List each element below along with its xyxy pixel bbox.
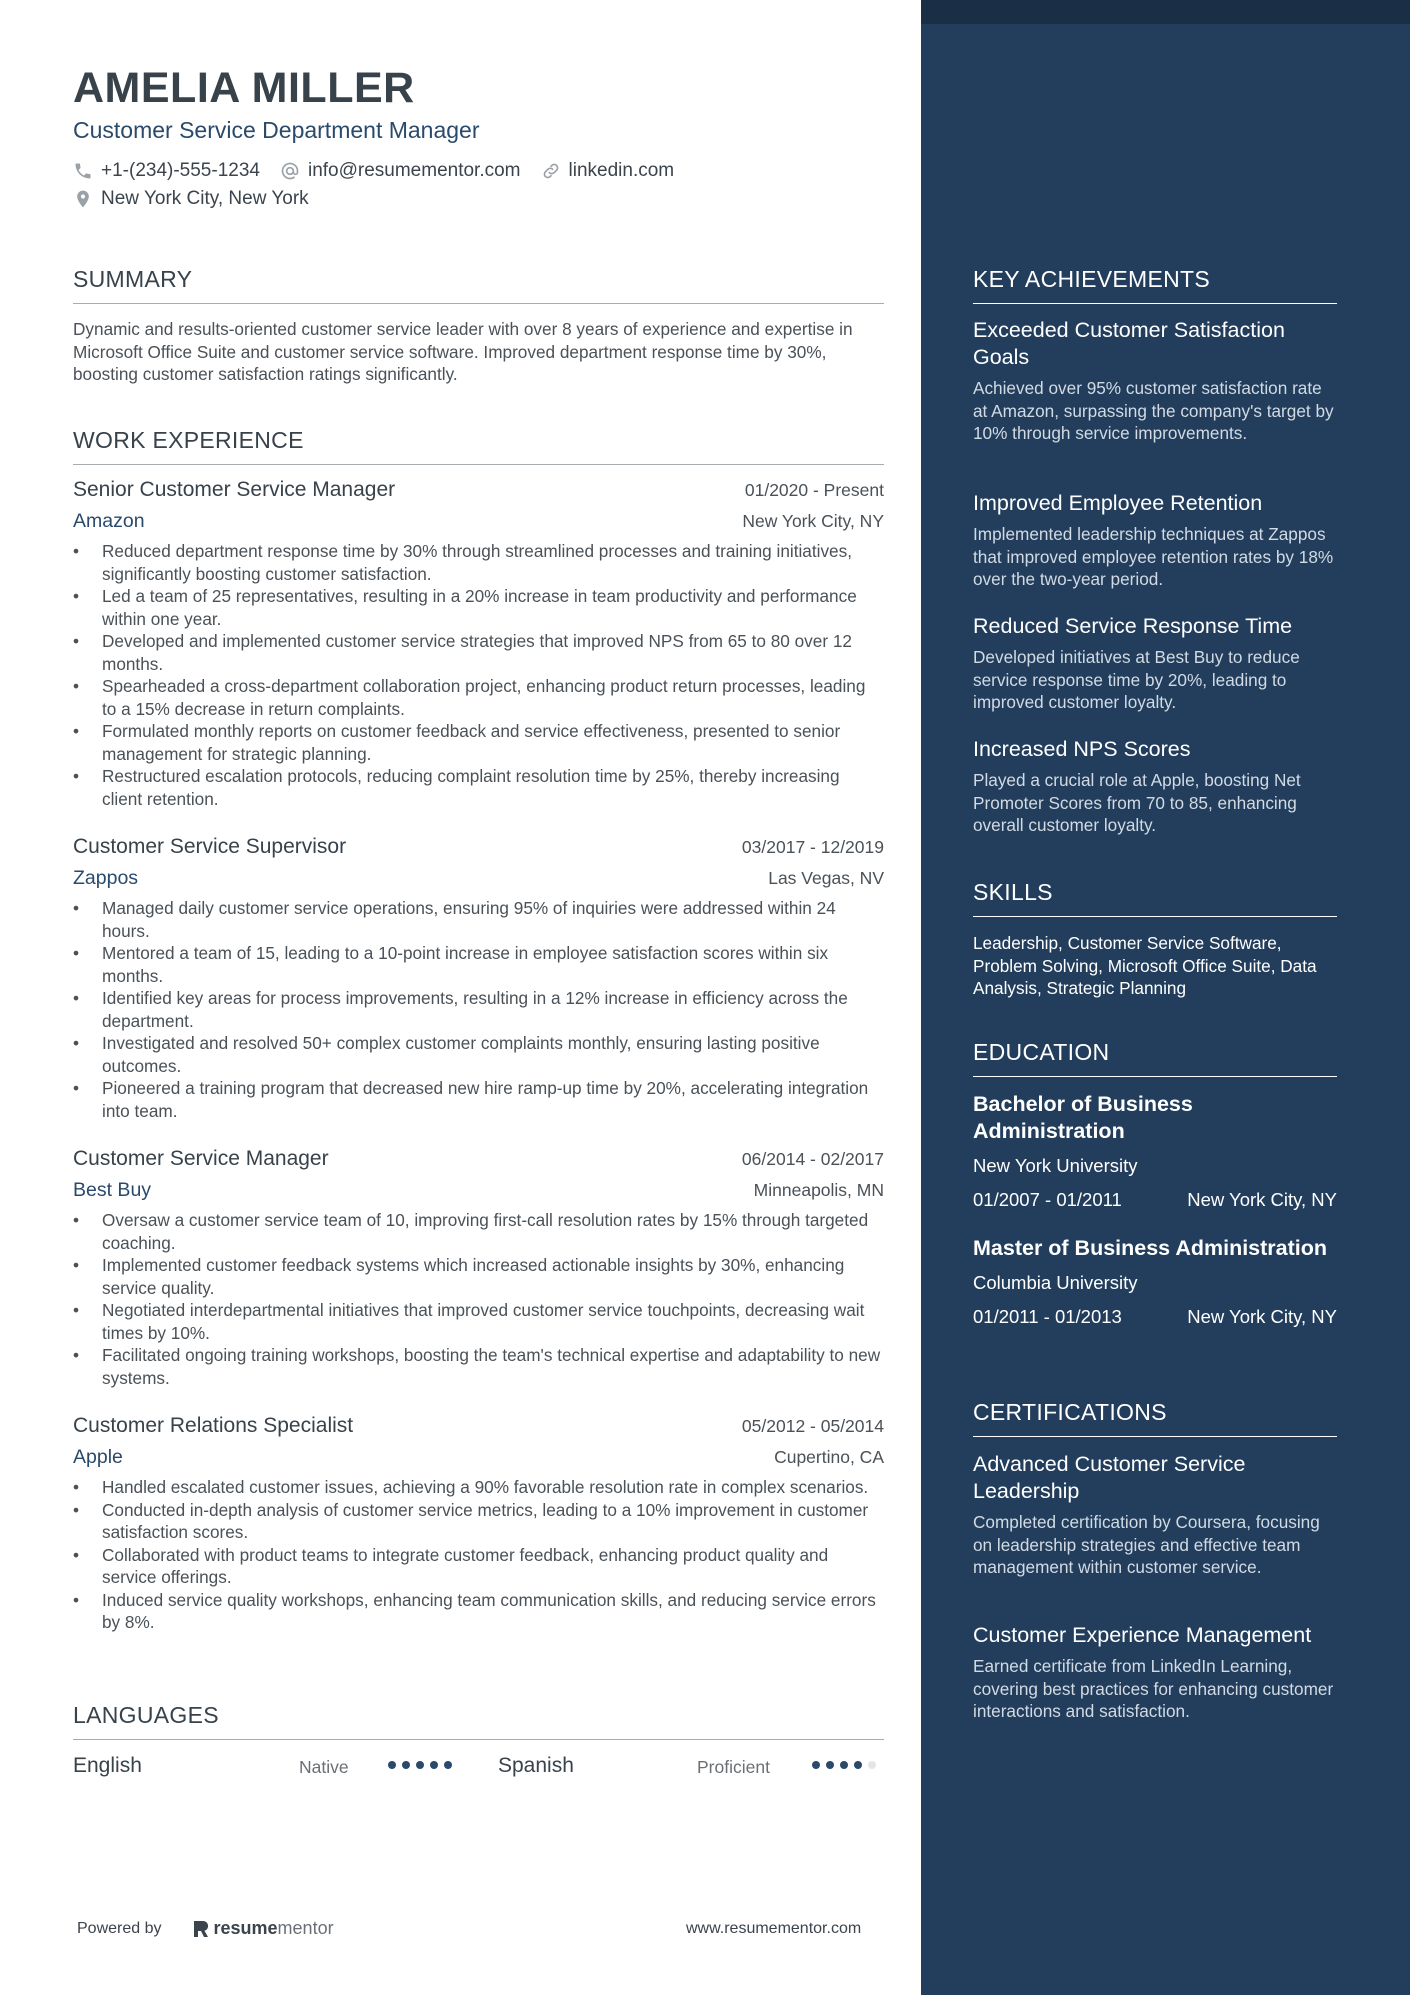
education-degree: Bachelor of Business Administration [973,1092,1193,1143]
job-bullet: • Reduced department response time by 30% through streamlined processes and training initiatives, significantly boosting customer satisfaction. [73,540,884,585]
job-bullet: • Facilitated ongoing training workshops, boosting the team's technical expertise and adaptability to new systems. [73,1344,884,1389]
certification-desc: Completed certification by Coursera, focusing on leadership strategies and effective team management within customer service. [973,1512,1320,1577]
achievement-desc: Achieved over 95% customer satisfaction rate at Amazon, surpassing the company's target by 10% through service improvements. [973,378,1334,443]
experience-heading: WORK EXPERIENCE [73,427,884,465]
language-entry-spanish [498,1754,898,1780]
job-entry [73,835,884,1122]
contact-row [73,160,694,182]
achievement-item [973,490,1337,591]
job-bullet: • Managed daily customer service operations, ensuring 95% of inquiries were addressed within 24 hours. [73,897,884,942]
rating-dot [840,1761,848,1769]
job-company: Zappos [73,867,139,889]
summary-heading: SUMMARY [73,266,884,304]
education-degree: Master of Business Administration [973,1236,1328,1260]
job-dates: 01/2020 - Present [744,480,884,500]
achievement-desc: Played a crucial role at Apple, boosting Net Promoter Scores from 70 to 85, enhancing overall customer loyalty. [973,770,1301,835]
rating-dot [444,1761,452,1769]
job-bullet: • Conducted in-depth analysis of customer service metrics, leading to a 10% improvement in customer satisfaction scores. [73,1499,884,1544]
job-bullet: • Handled escalated customer issues, achieving a 90% favorable resolution rate in complex scenarios. [73,1476,884,1499]
certification-item [973,1622,1337,1723]
job-bullet: • Oversaw a customer service team of 10, improving first-call resolution rates by 15% through targeted coaching. [73,1209,884,1254]
language-name: English [73,1754,142,1777]
job-bullets [73,540,884,810]
job-entry [73,1147,884,1389]
contact-phone[interactable] [73,160,260,182]
footer-website[interactable]: www.resumementor.com [686,1920,862,1937]
job-company: Best Buy [73,1179,152,1201]
job-company: Apple [73,1446,123,1468]
job-dates: 06/2014 - 02/2017 [741,1149,884,1169]
job-bullet: • Investigated and resolved 50+ complex customer complaints monthly, ensuring lasting positive outcomes. [73,1032,884,1077]
logo-text-bold: resume [213,1918,278,1938]
skills-heading: SKILLS [973,879,1337,917]
certification-desc: Earned certificate from LinkedIn Learning, covering best practices for enhancing customer interactions and satisfaction. [973,1656,1334,1721]
rating-dot [868,1761,876,1769]
education-item [973,1091,1337,1211]
job-bullet: • Restructured escalation protocols, reducing complaint resolution time by 25%, thereby increasing client retention. [73,765,884,810]
candidate-title: Customer Service Department Manager [73,117,480,143]
rating-dot [416,1761,424,1769]
logo-text-light: mentor [277,1918,334,1938]
job-company: Amazon [73,510,145,532]
candidate-name: AMELIA MILLER [73,64,415,112]
linkedin-text: linkedin.com [568,160,675,181]
certification-item [973,1451,1337,1579]
job-location: New York City, NY [742,511,884,531]
education-heading: EDUCATION [973,1039,1337,1077]
job-bullet: • Implemented customer feedback systems which increased actionable insights by 30%, enhancing service quality. [73,1254,884,1299]
rating-dot [402,1761,410,1769]
achievement-item [973,317,1337,445]
contact-email[interactable] [280,160,521,182]
achievement-desc: Developed initiatives at Best Buy to reduce service response time by 20%, leading to improved customer loyalty. [973,647,1300,712]
rating-dot [388,1761,396,1769]
certification-title: Customer Experience Management [973,1623,1312,1647]
education-location: New York City, NY [1187,1189,1337,1210]
job-bullet: • Induced service quality workshops, enhancing team communication skills, and reducing service errors by 8%. [73,1589,884,1634]
job-bullet: • Pioneered a training program that decreased new hire ramp-up time by 20%, accelerating integration into team. [73,1077,884,1122]
job-title: Customer Relations Specialist [73,1414,354,1437]
job-bullets [73,1209,884,1389]
job-dates: 05/2012 - 05/2014 [741,1416,884,1436]
certification-title: Advanced Customer Service Leadership [973,1452,1246,1503]
language-level: Native [299,1757,349,1777]
summary-text: Dynamic and results-oriented customer service leader with over 8 years of experience and expertise in Microsoft Office Suite and customer service software. Improved department response time by 30%, boosting customer satisfaction ratings significantly. [73,319,853,384]
achievement-title: Reduced Service Response Time [973,614,1293,638]
job-entry [73,478,884,810]
job-bullet: • Mentored a team of 15, leading to a 10-point increase in employee satisfaction scores within six months. [73,942,884,987]
resumementor-logo[interactable] [192,1918,334,1939]
job-location: Cupertino, CA [774,1447,884,1467]
language-rating [388,1761,458,1769]
achievements-heading: KEY ACHIEVEMENTS [973,266,1337,304]
education-item [973,1235,1337,1328]
achievement-title: Exceeded Customer Satisfaction Goals [973,318,1285,369]
education-school: Columbia University [973,1272,1138,1293]
contact-location [73,188,309,210]
education-location: New York City, NY [1187,1306,1337,1327]
footer-branding [77,1918,334,1939]
sidebar-top-strip [921,0,1410,24]
achievement-title: Increased NPS Scores [973,737,1191,761]
job-bullet: • Collaborated with product teams to integrate customer feedback, enhancing product quality and service offerings. [73,1544,884,1589]
language-rating [812,1761,882,1769]
education-dates: 01/2011 - 01/2013 [973,1306,1122,1327]
job-bullet: • Spearheaded a cross-department collaboration project, enhancing product return processes, leading to a 15% decrease in return complaints. [73,675,884,720]
job-dates: 03/2017 - 12/2019 [741,837,884,857]
skills-text: Leadership, Customer Service Software, Problem Solving, Microsoft Office Suite, Data Analysis, Strategic Planning [973,933,1317,998]
achievement-item [973,613,1337,714]
job-location: Las Vegas, NV [768,868,884,888]
languages-heading: LANGUAGES [73,1702,884,1740]
job-title: Customer Service Supervisor [73,835,347,858]
job-bullets [73,1476,884,1634]
rating-dot [812,1761,820,1769]
phone-icon [73,161,93,181]
job-bullet: • Formulated monthly reports on customer feedback and service effectiveness, presented to senior management for strategic planning. [73,720,884,765]
contact-row-location [73,188,329,210]
link-icon [541,161,561,181]
map-pin-icon [73,189,93,209]
powered-by-label: Powered by [77,1919,162,1937]
rating-dot [826,1761,834,1769]
job-entry [73,1414,884,1634]
job-title: Senior Customer Service Manager [73,478,396,501]
job-location: Minneapolis, MN [753,1180,884,1200]
education-dates: 01/2007 - 01/2011 [973,1189,1122,1210]
job-title: Customer Service Manager [73,1147,329,1170]
achievement-title: Improved Employee Retention [973,491,1263,515]
logo-icon [192,1919,210,1939]
email-text: info@resumementor.com [307,160,521,181]
language-name: Spanish [498,1754,574,1777]
location-text: New York City, New York [101,188,309,209]
education-school: New York University [973,1155,1138,1176]
job-bullet: • Developed and implemented customer service strategies that improved NPS from 65 to 80 over 12 months. [73,630,884,675]
rating-dot [854,1761,862,1769]
job-bullets [73,897,884,1122]
certifications-heading: CERTIFICATIONS [973,1399,1337,1437]
job-bullet: • Negotiated interdepartmental initiatives that improved customer service touchpoints, decreasing wait times by 10%. [73,1299,884,1344]
achievement-item [973,736,1337,837]
at-sign-icon [280,161,300,181]
language-entry-english [73,1754,473,1780]
job-bullet: • Led a team of 25 representatives, resulting in a 20% increase in team productivity and performance within one year. [73,585,884,630]
phone-text: +1-(234)-555-1234 [101,160,260,181]
achievement-desc: Implemented leadership techniques at Zappos that improved employee retention rates by 18% over the two-year period. [973,524,1334,589]
language-level: Proficient [697,1757,770,1777]
contact-linkedin[interactable] [541,160,675,182]
rating-dot [430,1761,438,1769]
job-bullet: • Identified key areas for process improvements, resulting in a 12% increase in efficiency across the department. [73,987,884,1032]
